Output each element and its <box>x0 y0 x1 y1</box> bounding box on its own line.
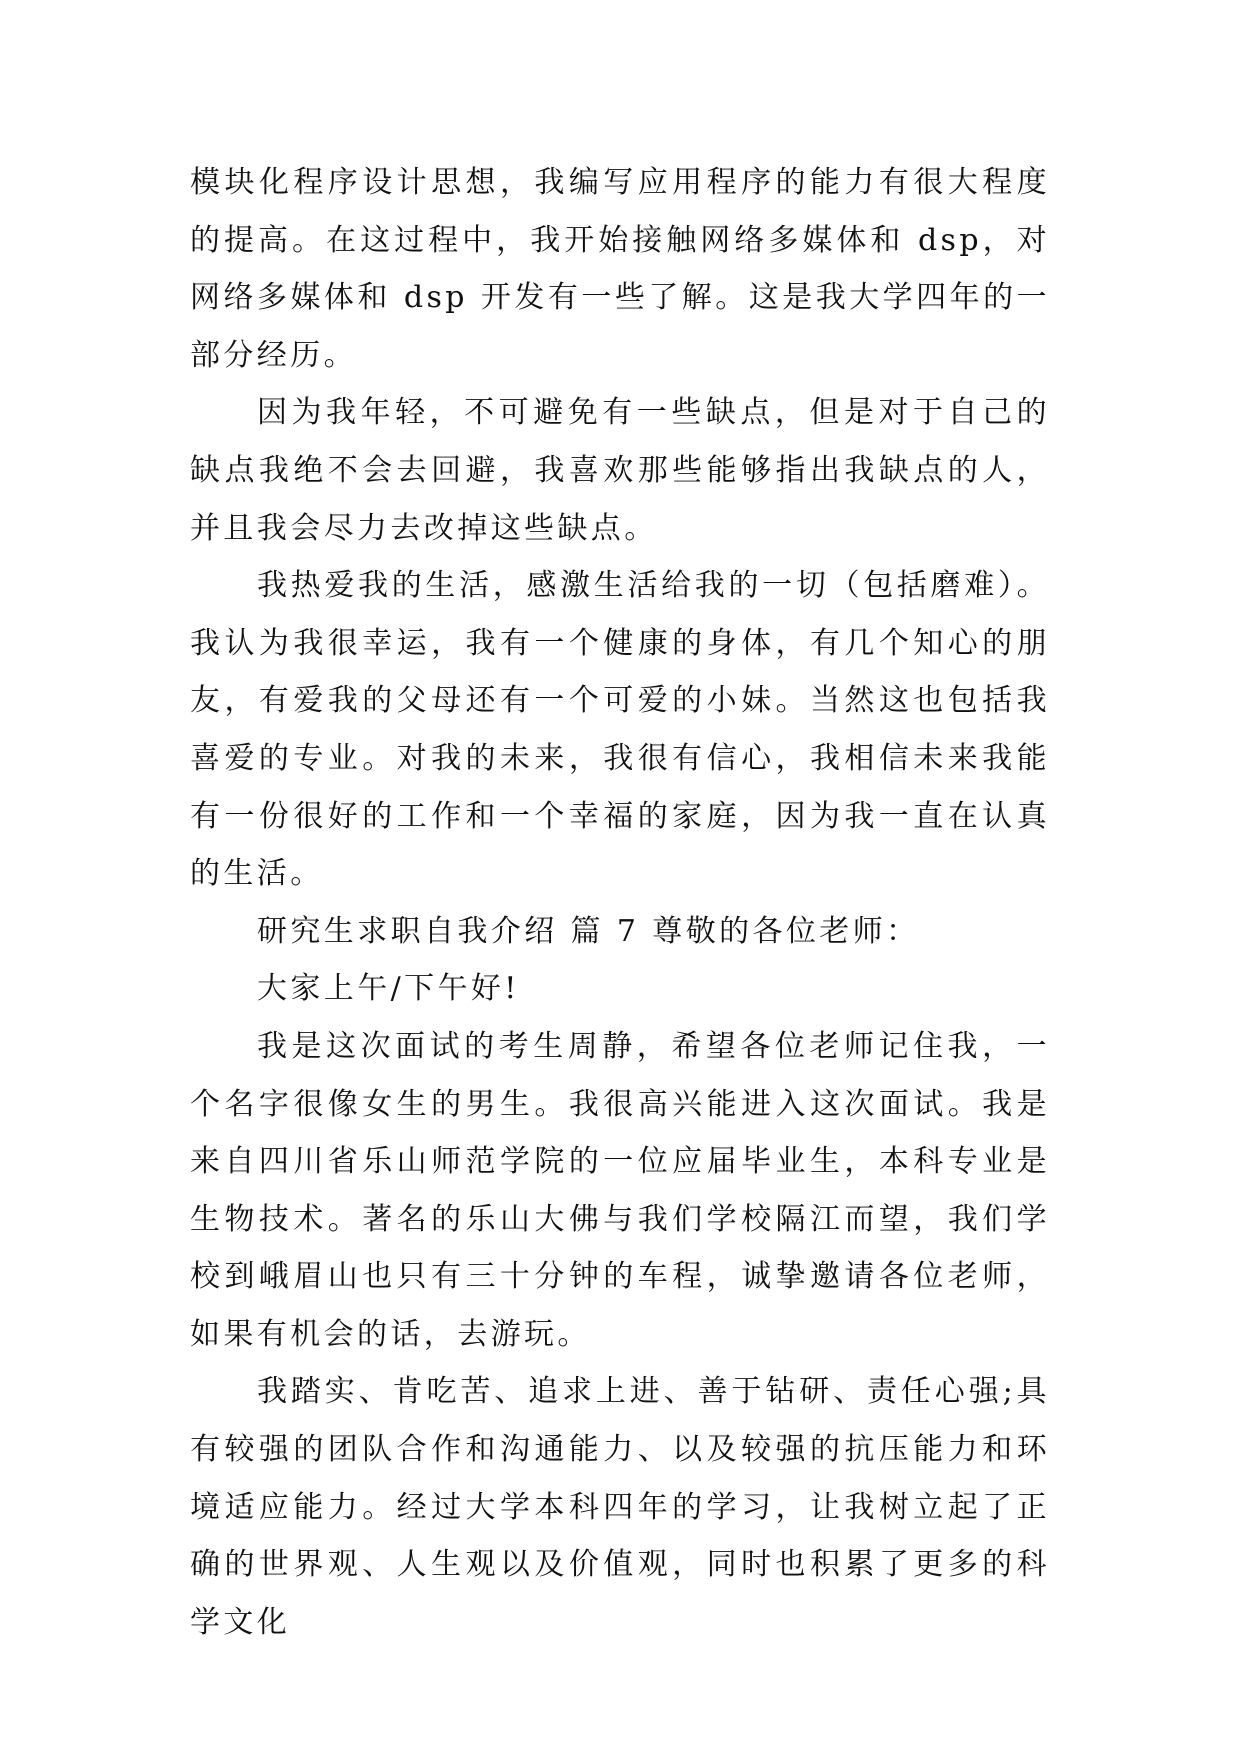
paragraph-life: 我热爱我的生活，感激生活给我的一切（包括磨难）。我认为我很幸运，我有一个健康的身体，有几个知心的朋友，有爱我的父母还有一个可爱的小妹。当然这也包括我喜爱的专业。对我的未来，我很有信心，我相信未来我能有一份很好的工作和一个幸福的家庭，因为我一直在认真的生活。 <box>190 568 1050 892</box>
paragraph-shortcomings: 因为我年轻，不可避免有一些缺点，但是对于自己的缺点我绝不会去回避，我喜欢那些能够指出我缺点的人，并且我会尽力去改掉这些缺点。 <box>190 395 1050 546</box>
greeting: 大家上午/下午好! <box>257 971 520 1007</box>
paragraph-introduction: 我是这次面试的考生周静，希望各位老师记住我，一个名字很像女生的男生。我很高兴能进入这次面试。我是来自四川省乐山师范学院的一位应届毕业生，本科专业是生物技术。著名的乐山大佛与我们学校隔江而望，我们学校到峨眉山也只有三十分钟的车程，诚挚邀请各位老师，如果有机会的话，去游玩。 <box>190 1028 1050 1352</box>
section-heading: 研究生求职自我介绍 篇 7 尊敬的各位老师： <box>257 913 920 949</box>
document-body <box>190 154 1050 1651</box>
paragraph-continuation: 模块化程序设计思想，我编写应用程序的能力有很大程度的提高。在这过程中，我开始接触网络多媒体和 dsp，对网络多媒体和 dsp 开发有一些了解。这是我大学四年的一部分经历。 <box>190 165 1050 373</box>
paragraph-qualities: 我踏实、肯吃苦、追求上进、善于钻研、责任心强;具有较强的团队合作和沟通能力、以及较强的抗压能力和环境适应能力。经过大学本科四年的学习，让我树立起了正确的世界观、人生观以及价值观，同时也积累了更多的科学文化 <box>190 1374 1050 1640</box>
